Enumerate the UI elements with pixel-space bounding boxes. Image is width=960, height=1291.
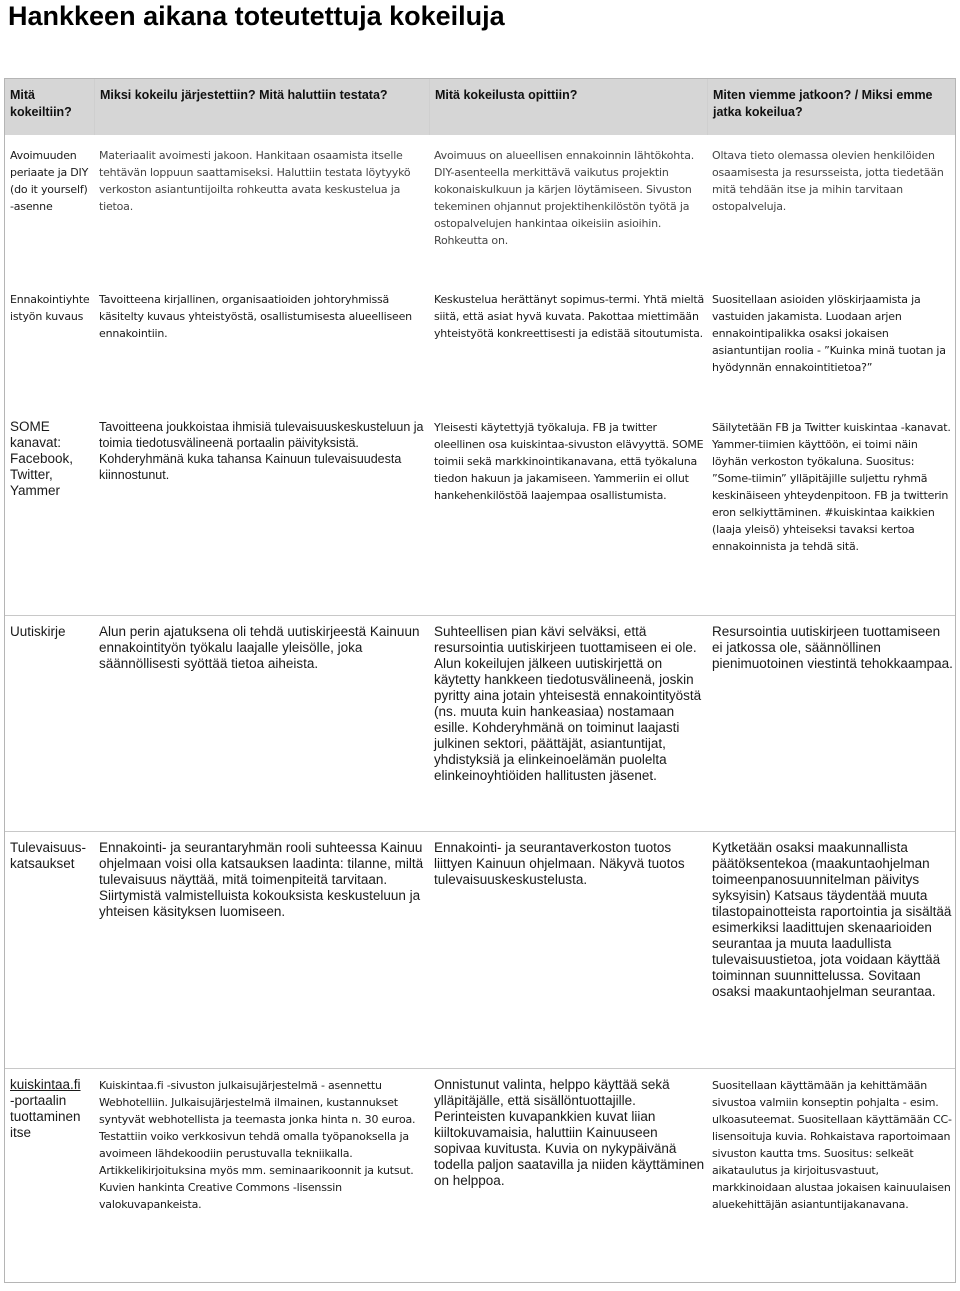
reason-cell: Alun perin ajatuksena oli tehdä uutiskirjeestä Kainuun ennakointityön työkalu laajalle yleisölle, joka säännöllisesti syöttää tietoa aiheista. (99, 624, 420, 671)
row-label: Avoimuuden periaate ja DIY (do it yourself) -asenne (10, 149, 89, 213)
row-label (5, 1069, 94, 1282)
reason-cell: Tavoitteena kirjallinen, organisaatioiden johtoryhmissä käsitelty kuvaus yhteistyöstä, osallistumisesta alueelliseen ennakointiin. (99, 293, 412, 340)
table-row (5, 831, 955, 1068)
row-label-text: -portaalin tuottaminen itse (10, 1093, 81, 1140)
lesson-cell: Ennakointi- ja seurantaverkoston tuotos liittyen Kainuun ohjelmaan. Näkyvä tuotos tulevaisuuskeskustelusta. (434, 840, 685, 887)
lesson-cell: Keskustelua herättänyt sopimus-termi. Yhtä mieltä siitä, että asiat hyvä kuvata. Pakottaa miettimään yhteistyötä konkreettisesti ja edistää sitoutumista. (434, 293, 705, 340)
row-label: Uutiskirje (10, 624, 66, 639)
table-row (5, 1068, 955, 1282)
table-row (5, 139, 955, 275)
lesson-cell: Yleisesti käytettyjä työkaluja. FB ja twitter oleellinen osa kuiskintaa-sivuston elävyyttä. SOME toimii sekä markkinointikanavana, että työkaluna tiedon hakuun ja jakamiseen. Yammeriin ei ollut hankehenkilöstöä laajempaa osallistumista. (434, 421, 704, 502)
header-cell-why: Miksi kokeilu järjestettiin? Mitä haluttiin testata? (94, 79, 429, 135)
page-title: Hankkeen aikana toteutettuja kokeiluja (8, 1, 505, 31)
table-row (5, 411, 955, 611)
row-label: Tulevaisuus-katsaukset (10, 840, 87, 871)
header-cell-learned: Mitä kokeilusta opittiin? (429, 79, 707, 135)
table-row (5, 283, 955, 411)
kuiskintaa-link[interactable]: kuiskintaa.fi (10, 1077, 81, 1092)
header-cell-what-tried: Mitä kokeiltiin? (10, 88, 72, 119)
reason-cell: Ennakointi- ja seurantaryhmän rooli suhteessa Kainuu ohjelmaan voisi olla katsauksen laadinta: tilanne, miltä tulevaisuus näyttää, mitä toimenpiteitä tarvitaan. Siirtymistä valmistelluista kokouksista keskusteluun ja yhteisen käsityksen luomiseen. (99, 840, 424, 919)
next-step-cell: Kytketään osaksi maakunnallista päätöksentekoa (maakuntaohjelman toimeenpanosuunnitelman päivitys syksyisin) Katsaus täydentää muuta tilastopainotteista raportointia ja sisältää esimerkiksi laadittujen skenaarioiden seurantaa ja muuta laadullista tulevaisuustietoa, jota voidaan käyttää toiminnan suunnittelussa. Sovitaan osaksi maakuntaohjelman seurantaa. (712, 840, 952, 999)
table-row (5, 615, 955, 827)
experiments-table (4, 78, 956, 1283)
reason-cell: Materiaalit avoimesti jakoon. Hankitaan osaamista itselle tehtävän loppuun saattamiseksi. Haluttiin testata löytyykö verkoston asiantuntijoilta rohkeutta avata keskustelua ja tietoa. (99, 149, 411, 213)
next-step-cell: Suositellaan asioiden ylöskirjaamista ja vastuiden jakamista. Luodaan arjen ennakointipalikka osaksi jokaisen asiantuntijan roolia - ”Kuinka minä tuotan ja hyödynnän ennakointitietoa?” (712, 293, 946, 374)
lesson-cell: Suhteellisen pian kävi selväksi, että resursointia uutiskirjeen tuottamiseen ei ole. Alun kokeilujen jälkeen uutiskirjettä on käytetty hankkeen tiedotusvälineenä, joskin pyritty aina jotain yhteisestä ennakointityöstä (ns. muuta kuin hankeasiaa) nostamaan esille. Kohderyhmänä on toiminut laajasti julkinen sektori, päättäjät, asiantuntijat, yhdistyksiä ja elinkeinoelämän puolelta elinkeinoyhtiöiden hallitusten jäsenet. (434, 624, 702, 783)
reason-cell: Tavoitteena joukkoistaa ihmisiä tulevaisuuskeskusteluun ja toimia tiedotusvälineenä portaalin päivityksistä. Kohderyhmänä kuka tahansa Kainuun tulevaisuudesta kiinnostunut. (99, 420, 424, 482)
reason-cell: Kuiskintaa.fi -sivuston julkaisujärjestelmä - asennettu Webhotelliin. Julkaisujärjestelmä ilmainen, kustannukset syntyvät webhotellista ja teemasta jonka hinta n. 30 euroa. Testattiin voiko verkkosivun tehdä omalla työpanoksella ja avoimeen lähdekoodiin perustuvalla tekniikalla. Artikkelikirjoituksina myös mm. seminaarikoonnit ja kutsut. Kuvien hankinta Creative Commons -lisenssin valokuvapankeista. (99, 1079, 416, 1211)
next-step-cell: Suositellaan käyttämään ja kehittämään sivustoa valmiin konseptin pohjalta - esim. ulkoasuteemat. Suositellaan käyttämään CC-lisensoituja kuvia. Rohkaistava raportoimaan sivuston kautta tms. Suositus: selkeät aikataulutus ja kirjoitusvastuut, markkinoidaan alustaa jokaisen kainuulaisen aluekehittäjän asiantuntijakanavana. (712, 1079, 952, 1211)
table-header-row (5, 79, 955, 135)
header-cell-next-steps: Miten viemme jatkoon? / Miksi emme jatka kokeilua? (707, 79, 955, 135)
row-label: SOME kanavat: Facebook, Twitter, Yammer (10, 419, 74, 498)
lesson-cell: Avoimuus on alueellisen ennakoinnin lähtökohta. DIY-asenteella merkittävä vaikutus projektin kokonaiskulkuun ja kärjen löytämiseen. Sivuston tekeminen ohjannut projektihenkilöstön työtä ja ostopalvelujen hankintaa oikeisiin asioihin. Rohkeutta on. (434, 149, 695, 247)
next-step-cell: Resursointia uutiskirjeen tuottamiseen ei jatkossa ole, säännöllinen pienimuotoinen viestintä tehokkaampaa. (712, 624, 953, 671)
next-step-cell: Säilytetään FB ja Twitter kuiskintaa -kanavat. Yammer-tiimien käyttöön, ei toimi näin löyhän verkoston työkaluna. Suositus: ”Some-tiimin” ylläpitäjille suljettu ryhmä keskinäiseen yhteydenpitoon. FB ja twitterin eron selkiyttäminen. #kuiskintaa kaikkien (laaja yleisö) yhteiseksi tavaksi kertoa ennakoinnista ja tehdä sitä. (712, 421, 951, 553)
next-step-cell: Oltava tieto olemassa olevien henkilöiden osaamisesta ja resursseista, jotta tiedetään mitä tehdään itse ja mihin tarvitaan ostopalveluja. (712, 149, 944, 213)
lesson-cell: Onnistunut valinta, helppo käyttää sekä ylläpitäjälle, että sisällöntuottajille. Perinteisten kuvapankkien kuvat liian kiiltokuvamaisia, haluttiin Kainuuseen sopivaa kuvitusta. Kuvia on nykypäivänä todella paljon saatavilla ja niiden käyttäminen on helppoa. (434, 1077, 705, 1188)
row-label: Ennakointiyhteistyön kuvaus (10, 293, 90, 323)
